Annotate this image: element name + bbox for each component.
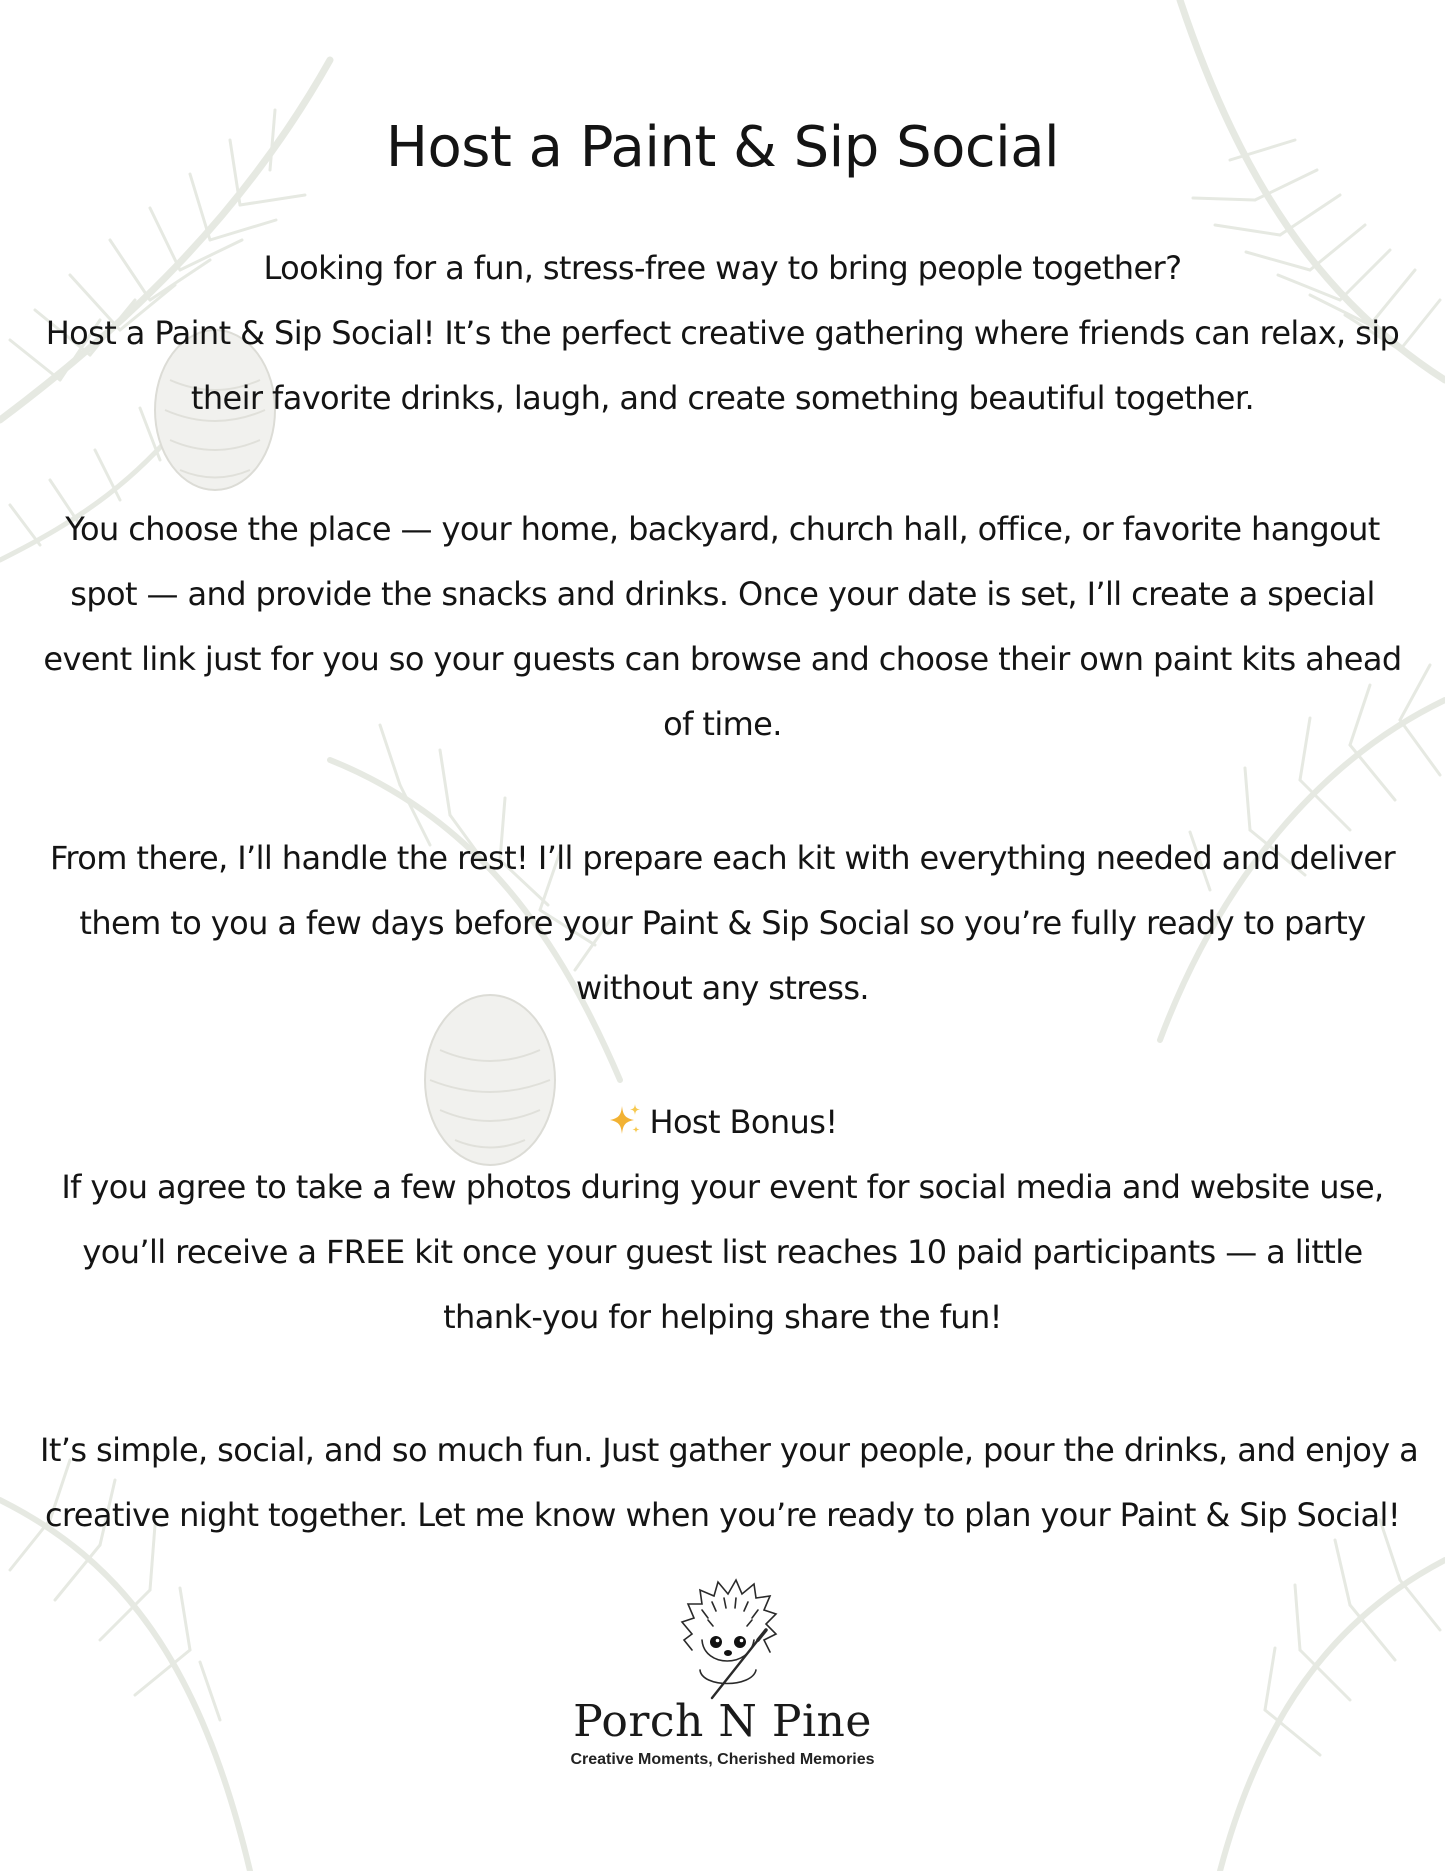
text-line: spot — and provide the snacks and drinks. Once your date is set, I’ll create a special — [70, 575, 1375, 613]
text-line: creative night together. Let me know when you’re ready to plan your Paint & Sip Social! — [44, 1496, 1401, 1534]
text-line: event link just for you so your guests can browse and choose their own paint kits ahead — [43, 640, 1402, 678]
rest-paragraph — [40, 826, 1405, 1021]
text-line: From there, I’ll handle the rest! I’ll prepare each kit with everything needed and deliver — [49, 839, 1396, 877]
text-line: Looking for a fun, stress-free way to bring people together? — [263, 249, 1182, 287]
text-line: Host a Paint & Sip Social! It’s the perfect creative gathering where friends can relax, sip — [45, 314, 1400, 352]
brand-tagline: Creative Moments, Cherished Memories — [570, 1751, 875, 1768]
text-line: thank-you for helping share the fun! — [443, 1298, 1002, 1336]
page-title: Host a Paint & Sip Social — [385, 115, 1060, 180]
bonus-paragraph — [40, 1090, 1405, 1350]
place-paragraph — [40, 497, 1405, 757]
bonus-heading-text: Host Bonus! — [649, 1103, 838, 1141]
text-line: of time. — [663, 705, 782, 743]
text-line: you’ll receive a FREE kit once your guest list reaches 10 paid participants — a little — [82, 1233, 1363, 1271]
brand-name: Porch N Pine — [573, 1696, 872, 1747]
text-line: You choose the place — your home, backyard, church hall, office, or favorite hangout — [65, 510, 1380, 548]
text-line: their favorite drinks, laugh, and create something beautiful together. — [190, 379, 1255, 417]
brand-logo — [540, 1570, 905, 1770]
closing-paragraph — [40, 1418, 1419, 1548]
text-line: If you agree to take a few photos during your event for social media and website use, — [61, 1168, 1384, 1206]
text-line: them to you a few days before your Paint & Sip Social so you’re fully ready to party — [79, 904, 1366, 942]
text-line: without any stress. — [576, 969, 869, 1007]
sparkles-icon — [607, 1102, 643, 1138]
intro-paragraph — [40, 236, 1405, 431]
text-line: It’s simple, social, and so much fun. Just gather your people, pour the drinks, and enjoy a — [40, 1431, 1419, 1469]
bonus-heading — [40, 1090, 1405, 1155]
hedgehog-icon — [672, 1570, 782, 1700]
